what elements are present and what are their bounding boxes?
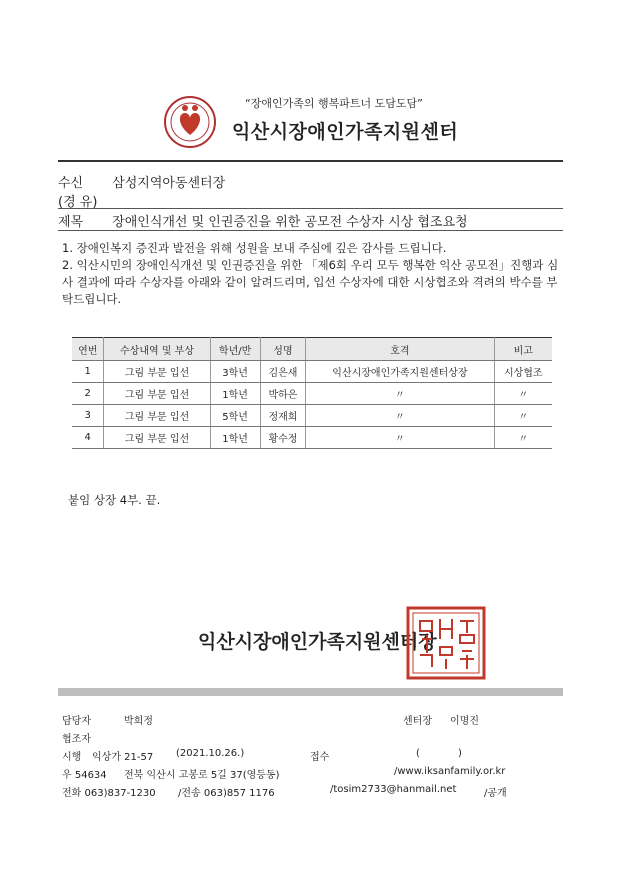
cell: 정재희 xyxy=(260,405,306,427)
cell: 그림 부문 입선 xyxy=(104,405,210,427)
cell: 그림 부문 입선 xyxy=(104,383,210,405)
attachment-note: 붙임 상장 4부. 끝. xyxy=(68,493,161,507)
phone-number: 전화 063)837-1230 xyxy=(62,788,156,799)
director-name: 이명진 xyxy=(450,716,479,727)
recipient-value: 삼성지역아동센터장 xyxy=(112,176,226,191)
cell: 박하은 xyxy=(260,383,306,405)
cell: 황수정 xyxy=(260,427,306,449)
col-note: 비고 xyxy=(494,338,552,361)
col-name: 성명 xyxy=(260,338,306,361)
table-row xyxy=(72,427,552,449)
cell: 〃 xyxy=(306,427,494,449)
col-title: 호격 xyxy=(306,338,494,361)
footer-bar xyxy=(58,688,563,696)
cell: 5학년 xyxy=(210,405,260,427)
postal-code: 우 54634 xyxy=(62,770,107,781)
cell: 시상협조 xyxy=(494,361,552,383)
receive-value: ( ) xyxy=(416,748,462,759)
subject-label: 제목 xyxy=(58,215,84,230)
subject-divider xyxy=(58,230,563,231)
cell: 3학년 xyxy=(210,361,260,383)
signatory-name: 익산시장애인가족지원센터장 xyxy=(198,631,437,653)
recipient-line xyxy=(58,172,225,191)
organization-name: 익산시장애인가족지원센터 xyxy=(232,121,459,143)
disclosure-status: /공개 xyxy=(484,788,507,799)
recipient-label: 수신 xyxy=(58,176,84,191)
cell: 〃 xyxy=(306,405,494,427)
cell: 〃 xyxy=(494,427,552,449)
table-row xyxy=(72,383,552,405)
col-award: 수상내역 및 부상 xyxy=(104,338,210,361)
cell: 1학년 xyxy=(210,427,260,449)
paragraph-2: 2. 익산시민의 장애인식개선 및 인권증진을 위한 「제6회 우리 모두 행복한 익산 공모전」진행과 심사 결과에 따라 수상자를 아래와 같이 알려드리며, 입선 수상자에 대한 시상협조와 격려의 박수를 부탁드립니다. xyxy=(62,258,559,306)
official-seal-icon xyxy=(404,605,488,681)
slogan: “장애인가족의 행복파트너 도담도담” xyxy=(245,97,423,110)
fax-number: /전송 063)857 1176 xyxy=(178,788,275,799)
body-text xyxy=(62,240,567,308)
cell: 〃 xyxy=(494,383,552,405)
table-header-row xyxy=(72,338,552,361)
paragraph-1: 1. 장애인복지 증진과 발전을 위해 성원을 보내 주심에 깊은 감사를 드립니다. xyxy=(62,241,447,255)
via-divider xyxy=(58,208,563,209)
winners-table xyxy=(72,337,552,449)
receive-label: 접수 xyxy=(310,752,330,763)
enforce-number: 익상가 21-57 xyxy=(92,752,154,763)
address: 전북 익산시 고봉로 5길 37(영등동) xyxy=(124,770,280,781)
table-row xyxy=(72,405,552,427)
enforce-date: (2021.10.26.) xyxy=(176,748,245,759)
cell: 〃 xyxy=(494,405,552,427)
drafter-label: 담당자 xyxy=(62,716,91,727)
cell: 3 xyxy=(72,405,104,427)
via-label: (경 유) xyxy=(58,195,98,210)
cell: 그림 부문 입선 xyxy=(104,361,210,383)
cell: 2 xyxy=(72,383,104,405)
cell: 4 xyxy=(72,427,104,449)
cell: 1 xyxy=(72,361,104,383)
website-link[interactable]: /www.iksanfamily.or.kr xyxy=(394,766,506,777)
enforce-label: 시행 xyxy=(62,752,82,763)
subject-line xyxy=(58,211,468,230)
subject-value: 장애인식개선 및 인권증진을 위한 공모전 수상자 시상 협조요청 xyxy=(112,215,468,230)
col-no: 연번 xyxy=(72,338,104,361)
center-logo-icon xyxy=(163,95,217,149)
header-divider xyxy=(58,160,563,162)
cooperator-label: 협조자 xyxy=(62,734,91,745)
cell: 1학년 xyxy=(210,383,260,405)
table-row xyxy=(72,361,552,383)
director-label: 센터장 xyxy=(403,716,432,727)
cell: 익산시장애인가족지원센터상장 xyxy=(306,361,494,383)
cell: 그림 부문 입선 xyxy=(104,427,210,449)
cell: 김은새 xyxy=(260,361,306,383)
cell: 〃 xyxy=(306,383,494,405)
email-link[interactable]: /tosim2733@hanmail.net xyxy=(330,784,457,795)
col-grade: 학년/반 xyxy=(210,338,260,361)
drafter-name: 박희정 xyxy=(124,716,153,727)
